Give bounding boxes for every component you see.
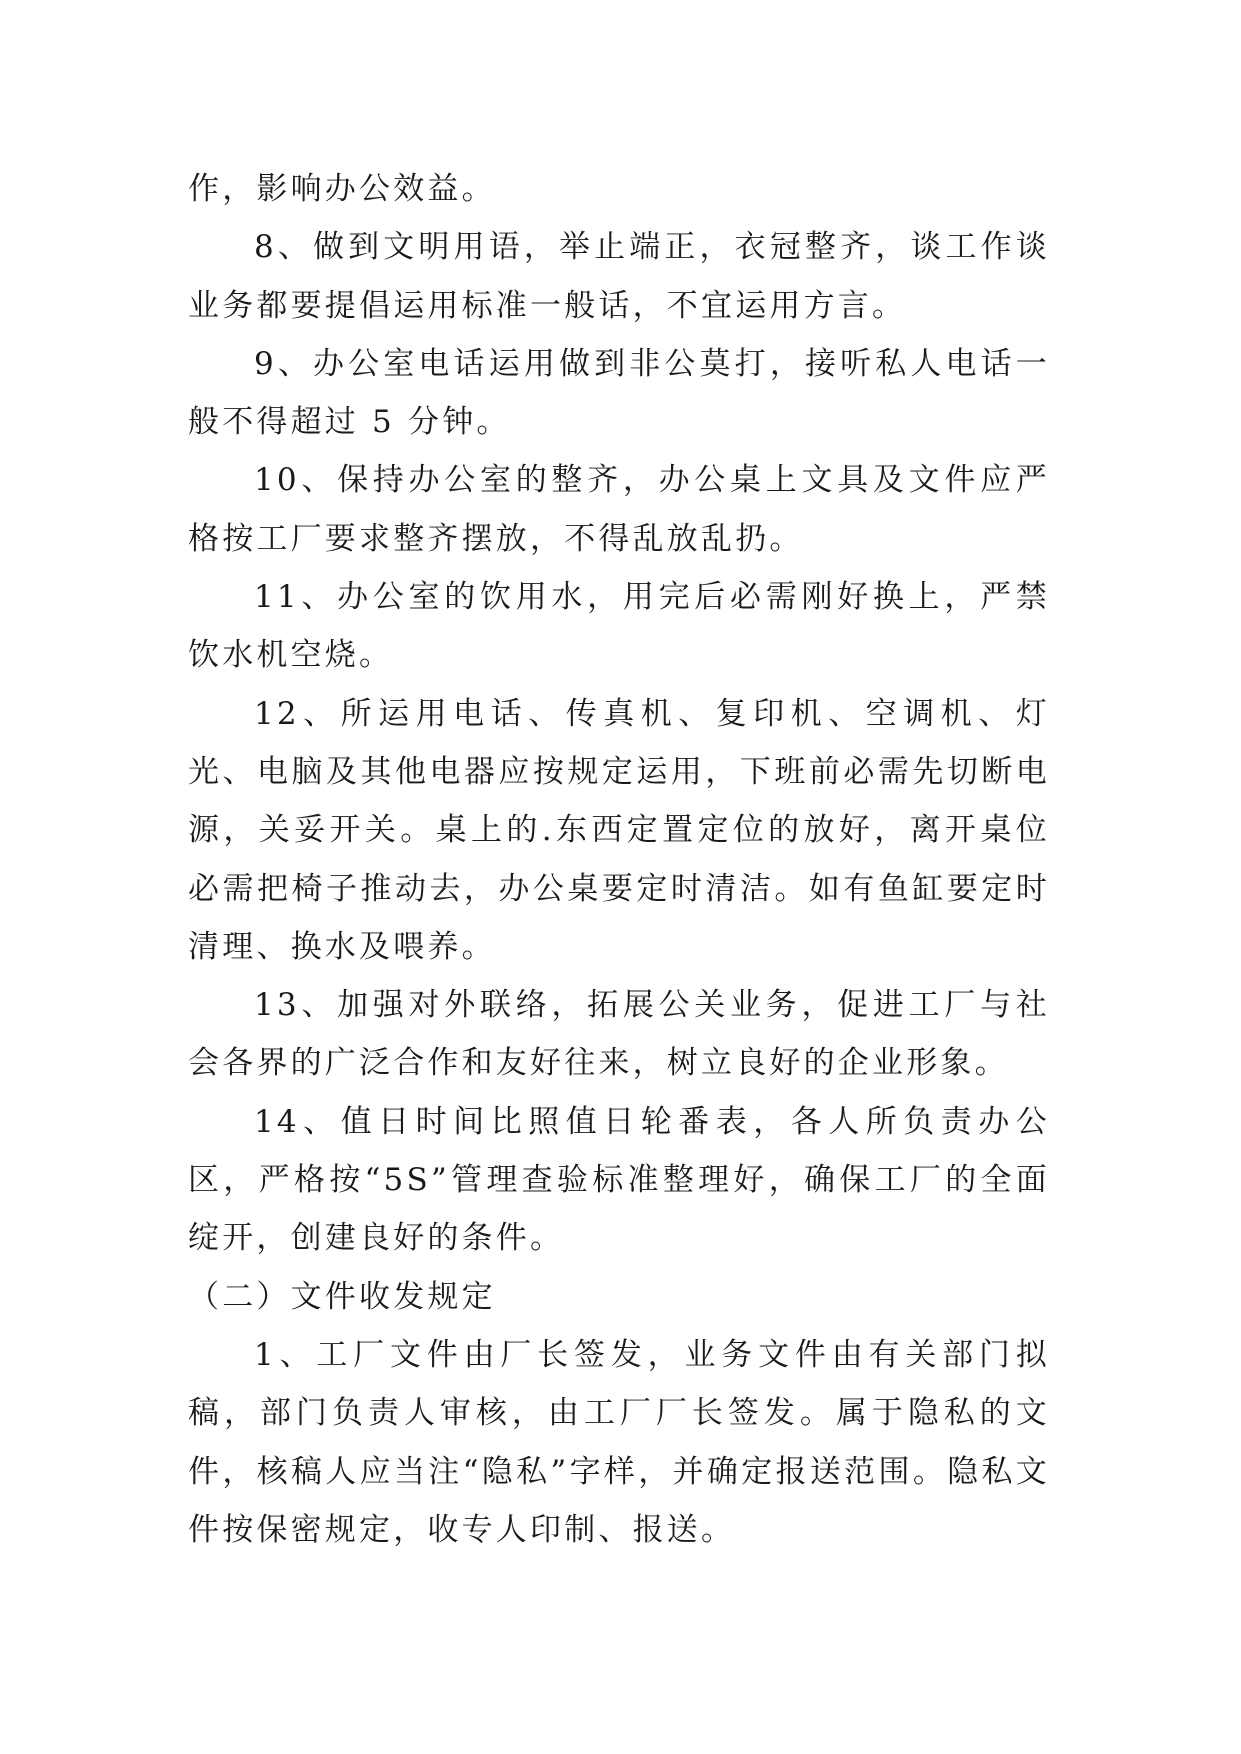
paragraph-item-8: 8、做到文明用语，举止端正，衣冠整齐，谈工作谈业务都要提倡运用标准一般话，不宜运用方言。 <box>188 229 1050 324</box>
paragraph-continuation: 作，影响办公效益。 <box>188 171 496 207</box>
paragraph-item-14: 14、值日时间比照值日轮番表，各人所负责办公区，严格按“5S”管理查验标准整理好，确保工厂的全面绽开，创建良好的条件。 <box>188 1103 1050 1257</box>
paragraph-file-rule-1: 1、工厂文件由厂长签发，业务文件由有关部门拟稿，部门负责人审核，由工厂厂长签发。属于隐私的文件，核稿人应当注“隐私”字样，并确定报送范围。隐私文件按保密规定，收专人印制、报送。 <box>188 1336 1050 1548</box>
document-body <box>188 160 1050 1559</box>
paragraph-item-12: 12、所运用电话、传真机、复印机、空调机、灯光、电脑及其他电器应按规定运用，下班前必需先切断电源，关妥开关。桌上的.东西定置定位的放好，离开桌位必需把椅子推动去，办公桌要定时清洁。如有鱼缸要定时清理、换水及喂养。 <box>188 695 1050 965</box>
paragraph-item-11: 11、办公室的饮用水，用完后必需刚好换上，严禁饮水机空烧。 <box>188 579 1050 674</box>
section-heading-file-rules: （二）文件收发规定 <box>188 1278 496 1315</box>
paragraph-item-10: 10、保持办公室的整齐，办公桌上文具及文件应严格按工厂要求整齐摆放，不得乱放乱扔。 <box>188 462 1050 557</box>
paragraph-item-13: 13、加强对外联络，拓展公关业务，促进工厂与社会各界的广泛合作和友好往来，树立良好的企业形象。 <box>188 987 1050 1082</box>
paragraph-item-9: 9、办公室电话运用做到非公莫打，接听私人电话一般不得超过 5 分钟。 <box>188 345 1050 441</box>
